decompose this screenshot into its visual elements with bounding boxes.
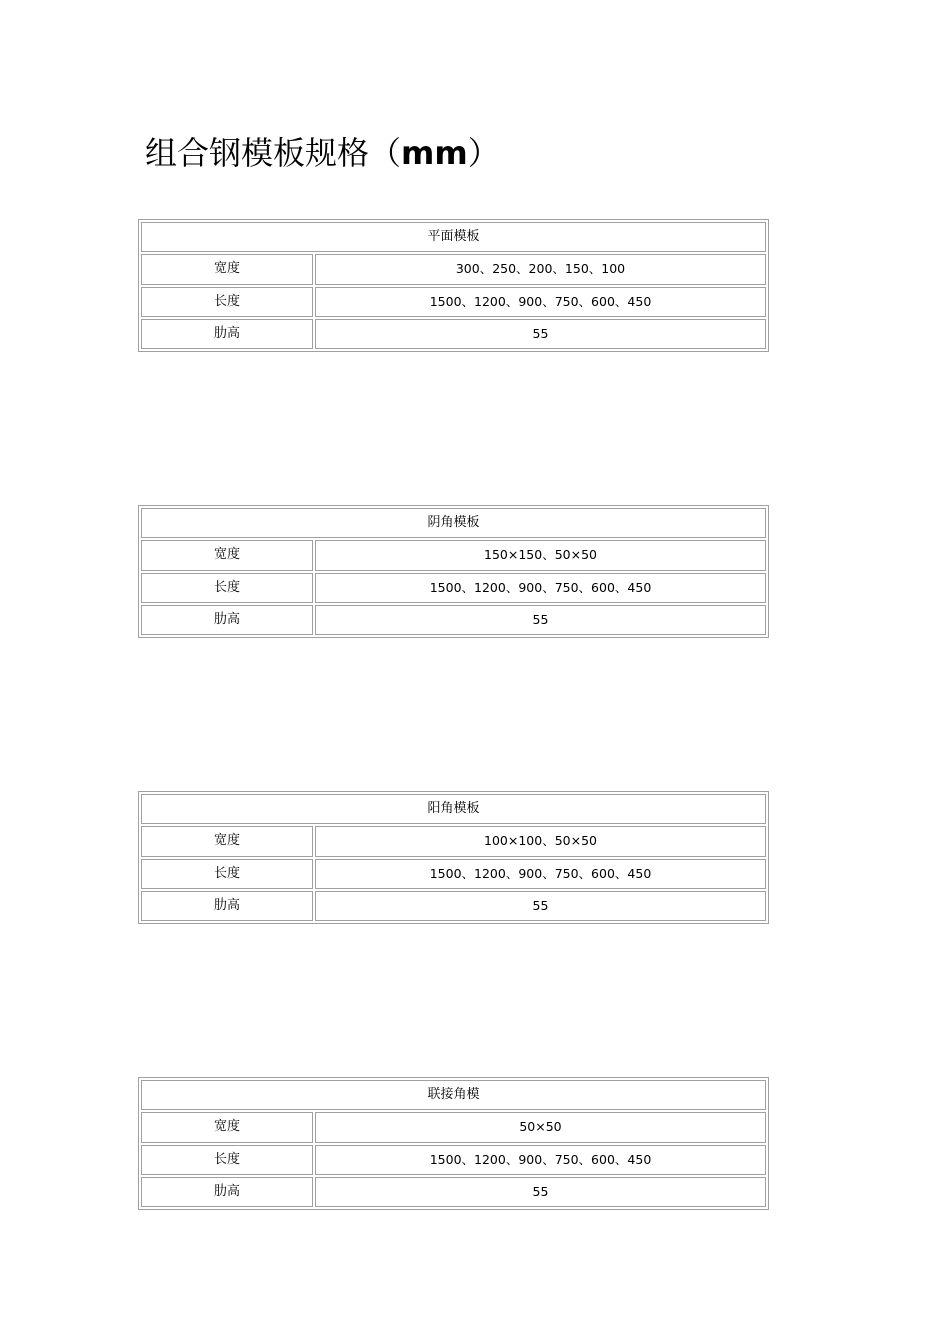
table-row: [141, 287, 766, 317]
page-title: [145, 128, 500, 178]
row-label: 宽度: [141, 826, 313, 856]
row-value: 300、250、200、150、100: [315, 254, 766, 284]
row-value: 1500、1200、900、750、600、450: [315, 287, 766, 317]
row-label: 肋高: [141, 1177, 313, 1207]
row-value: 1500、1200、900、750、600、450: [315, 859, 766, 889]
table-header: 阴角模板: [141, 508, 766, 538]
table-header: 平面模板: [141, 222, 766, 252]
table-header: 联接角模: [141, 1080, 766, 1110]
spec-table-outer-corner-formwork: [138, 791, 769, 924]
row-label: 长度: [141, 573, 313, 603]
row-value: 55: [315, 1177, 766, 1207]
spec-table-flat-formwork: [138, 219, 769, 352]
table-header-row: [141, 222, 766, 252]
row-value: 55: [315, 605, 766, 635]
table-row: [141, 319, 766, 349]
row-label: 肋高: [141, 891, 313, 921]
table-row: [141, 826, 766, 856]
table-row: [141, 1177, 766, 1207]
table-row: [141, 891, 766, 921]
row-label: 长度: [141, 859, 313, 889]
table-row: [141, 1112, 766, 1142]
row-label: 长度: [141, 287, 313, 317]
table-header-row: [141, 508, 766, 538]
table-header: 阳角模板: [141, 794, 766, 824]
row-label: 宽度: [141, 540, 313, 570]
row-label: 长度: [141, 1145, 313, 1175]
row-value: 1500、1200、900、750、600、450: [315, 573, 766, 603]
page-title-unit: mm: [401, 134, 468, 172]
table-row: [141, 540, 766, 570]
row-value: 55: [315, 891, 766, 921]
table-row: [141, 605, 766, 635]
row-value: 1500、1200、900、750、600、450: [315, 1145, 766, 1175]
row-label: 宽度: [141, 254, 313, 284]
row-value: 100×100、50×50: [315, 826, 766, 856]
row-label: 肋高: [141, 319, 313, 349]
row-label: 宽度: [141, 1112, 313, 1142]
table-header-row: [141, 1080, 766, 1110]
row-value: 55: [315, 319, 766, 349]
spec-table-inner-corner-formwork: [138, 505, 769, 638]
page-title-text: 组合钢模板规格（: [145, 134, 402, 172]
row-label: 肋高: [141, 605, 313, 635]
table-header-row: [141, 794, 766, 824]
table-row: [141, 573, 766, 603]
row-value: 50×50: [315, 1112, 766, 1142]
page-title-close: ）: [467, 134, 500, 172]
table-row: [141, 859, 766, 889]
table-row: [141, 254, 766, 284]
row-value: 150×150、50×50: [315, 540, 766, 570]
table-row: [141, 1145, 766, 1175]
spec-table-connecting-corner-formwork: [138, 1077, 769, 1210]
